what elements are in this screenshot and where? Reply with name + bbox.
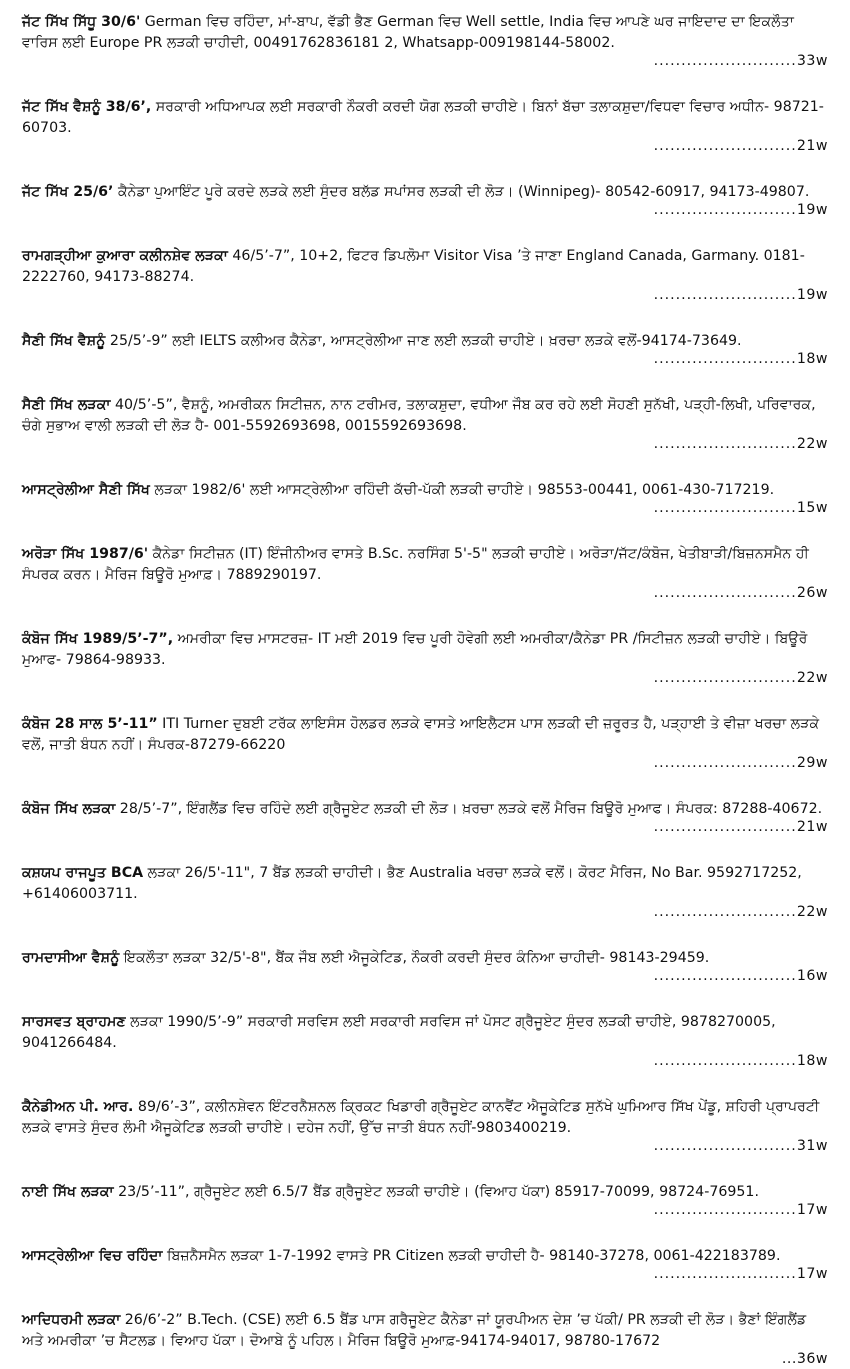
word-count	[22, 1350, 828, 1369]
ad-entry	[22, 1310, 828, 1369]
ad-text	[22, 97, 828, 139]
word-count-value: 22w	[796, 436, 828, 452]
word-count: ..........................21w	[653, 138, 828, 154]
ad-heading: ਜੱਟ ਸਿੱਖ ਵੈਸ਼ਨੂੰ 38/6’,	[22, 99, 152, 115]
ad-text	[22, 182, 828, 203]
word-count-value: 16w	[796, 968, 828, 984]
word-count-value: 19w	[796, 202, 828, 218]
word-count-value: 26w	[796, 585, 828, 601]
ad-text	[22, 1012, 828, 1054]
ad-body: 28/5’-7”, ਇੰਗਲੈਂਡ ਵਿਚ ਰਹਿੰਦੇ ਲਈ ਗ੍ਰੈਜੂਏਟ ਲੜਕੀ ਦੀ ਲੋੜ। ਖ਼ਰਚਾ ਲੜਕੇ ਵਲੋਂ ਮੈਰਿਜ ਬਿਊਰੋ ਮੁਆਫ। ਸੰਪਰਕ: 87288-40672.	[115, 801, 823, 817]
ad-text	[22, 629, 828, 671]
ad-text	[22, 12, 828, 54]
word-count: ..........................15w	[653, 500, 828, 516]
ad-body: ਲੜਕਾ 1990/5’-9” ਸਰਕਾਰੀ ਸਰਵਿਸ ਲਈ ਸਰਕਾਰੀ ਸਰਵਿਸ ਜਾਂ ਪੋਸਟ ਗ੍ਰੈਜੂਏਟ ਸੁੰਦਰ ਲੜਕੀ ਚਾਹੀਏ, 9878270005, 9041266484.	[22, 1014, 776, 1051]
ad-entry	[22, 1182, 828, 1220]
ad-body: German ਵਿਚ ਰਹਿੰਦਾ, ਮਾਂ-ਬਾਪ, ਵੱਡੀ ਭੈਣ German ਵਿਚ Well settle, India ਵਿਚ ਆਪਣੇ ਘਰ ਜਾਇਦਾਦ ਦਾ ਇਕਲੌਤਾ ਵਾਰਿਸ ਲਈ Europe PR ਲੜਕੀ ਚਾਹੀਦੀ, 00491762836181 2, Whatsapp-009198144-58002.	[22, 14, 794, 51]
ad-entry	[22, 948, 828, 986]
word-count-value: 21w	[796, 138, 828, 154]
ad-text	[22, 799, 828, 820]
ad-text	[22, 863, 828, 905]
ad-entry	[22, 246, 828, 305]
word-count: ..........................18w	[653, 1053, 828, 1069]
word-count-value: 17w	[796, 1202, 828, 1218]
ad-heading: ਕੰਬੋਜ ਸਿੱਖ ਲੜਕਾ	[22, 801, 116, 817]
ad-text	[22, 544, 828, 586]
word-count: ..........................22w	[653, 670, 828, 686]
ad-text	[22, 1246, 828, 1267]
ad-body: 23/5’-11”, ਗ੍ਰੈਜੂਏਟ ਲਈ 6.5/7 ਬੈਂਡ ਗ੍ਰੈਜੂਏਟ ਲੜਕੀ ਚਾਹੀਏ। (ਵਿਆਹ ਪੱਕਾ) 85917-70099, 98724-76951.	[113, 1184, 759, 1200]
ad-body: ਅਮਰੀਕਾ ਵਿਚ ਮਾਸਟਰਜ਼- IT ਮਈ 2019 ਵਿਚ ਪੂਰੀ ਹੋਵੇਗੀ ਲਈ ਅਮਰੀਕਾ/ਕੈਨੇਡਾ PR /ਸਿਟੀਜ਼ਨ ਲੜਕੀ ਚਾਹੀਏ। ਬਿਊਰੋ ਮੁਆਫ- 79864-98933.	[22, 631, 808, 668]
word-count-value: 15w	[796, 500, 828, 516]
ad-heading: ਆਸਟ੍ਰੇਲੀਆ ਵਿਚ ਰਹਿੰਦਾ	[22, 1248, 163, 1264]
word-count-value: 33w	[796, 53, 828, 69]
ad-body: ਬਿਜ਼ਨੈਸਮੈਨ ਲੜਕਾ 1-7-1992 ਵਾਸਤੇ PR Citizen ਲੜਕੀ ਚਾਹੀਦੀ ਹੈ- 98140-37278, 0061-422183789.	[162, 1248, 781, 1264]
word-count: ..........................29w	[653, 755, 828, 771]
ad-body: 25/5’-9” ਲਈ IELTS ਕਲੀਅਰ ਕੈਨੇਡਾ, ਆਸਟ੍ਰੇਲੀਆ ਜਾਣ ਲਈ ਲੜਕੀ ਚਾਹੀਏ। ਖ਼ਰਚਾ ਲੜਕੇ ਵਲੋਂ-94174-73649.	[105, 333, 742, 349]
ad-entry	[22, 799, 828, 837]
ad-heading: ਕੰਬੋਜ ਸਿੱਖ 1989/5’-7”,	[22, 631, 174, 647]
ad-text	[22, 948, 828, 969]
word-count-value: 22w	[796, 904, 828, 920]
ads-list	[22, 12, 828, 1369]
ad-entry	[22, 182, 828, 220]
word-count: ..........................17w	[653, 1266, 828, 1282]
ad-entry	[22, 97, 828, 156]
ad-text	[22, 395, 828, 437]
ad-body: 40/5’-5”, ਵੈਸ਼ਨੂੰ, ਅਮਰੀਕਨ ਸਿਟੀਜ਼ਨ, ਨਾਨ ਟਰੀਮਰ, ਤਲਾਕਸ਼ੁਦਾ, ਵਧੀਆ ਜੌਬ ਕਰ ਰਹੇ ਲਈ ਸੋਹਣੀ ਸੁਨੱਖੀ, ਪੜ੍ਹੀ-ਲਿਖੀ, ਪਰਿਵਾਰਕ, ਚੰਗੇ ਸੁਭਾਅ ਵਾਲੀ ਲੜਕੀ ਦੀ ਲੋੜ ਹੈ- 001-5592693698, 0015592693698.	[22, 397, 816, 434]
word-count-value: 29w	[796, 755, 828, 771]
word-count-value: ...36w	[781, 1351, 828, 1367]
word-count: ..........................31w	[653, 1138, 828, 1154]
ad-text	[22, 480, 828, 501]
ad-body: ITI Turner ਦੁਬਈ ਟਰੱਕ ਲਾਇਸੰਸ ਹੋਲਡਰ ਲੜਕੇ ਵਾਸਤੇ ਆਇਲੈਟਸ ਪਾਸ ਲੜਕੀ ਦੀ ਜ਼ਰੂਰਤ ਹੈ, ਪੜ੍ਹਾਈ ਤੇ ਵੀਜ਼ਾ ਖਰਚਾ ਲੜਕੇ ਵਲੋਂ, ਜਾਤੀ ਬੰਧਨ ਨਹੀਂ। ਸੰਪਰਕ-87279-66220	[22, 716, 820, 753]
word-count: ..........................33w	[653, 53, 828, 69]
ad-entry	[22, 480, 828, 518]
word-count: ..........................21w	[653, 819, 828, 835]
word-count-value: 31w	[796, 1138, 828, 1154]
ad-heading: ਆਦਿਧਰਮੀ ਲੜਕਾ	[22, 1312, 121, 1328]
ad-body: 26/6’-2” B.Tech. (CSE) ਲਈ 6.5 ਬੈਂਡ ਪਾਸ ਗਰੈਜੂਏਟ ਕੈਨੇਡਾ ਜਾਂ ਯੂਰਪੀਅਨ ਦੇਸ਼ ’ਚ ਪੱਕੀ/ PR ਲੜਕੀ ਦੀ ਲੋੜ। ਭੈਣਾਂ ਇੰਗਲੈਂਡ ਅਤੇ ਅਮਰੀਕਾ ’ਚ ਸੈਟਲਡ। ਵਿਆਹ ਪੱਕਾ। ਦੋਆਬੇ ਨੂੰ ਪਹਿਲ। ਮੈਰਿਜ ਬਿਊਰੋ ਮੁਆਫ਼-94174-94017, 98780-17672	[22, 1312, 807, 1349]
ad-entry	[22, 863, 828, 922]
word-count: ..........................26w	[653, 585, 828, 601]
ad-heading: ਜੱਟ ਸਿੱਖ ਸਿੱਧੂ 30/6'	[22, 14, 141, 30]
ad-text	[22, 246, 828, 288]
ad-heading: ਰਾਮਗੜ੍ਹੀਆ ਕੁਆਰਾ ਕਲੀਨਸ਼ੇਵ ਲੜਕਾ	[22, 248, 228, 264]
ad-heading: ਰਾਮਦਾਸੀਆ ਵੈਸ਼ਨੂੰ	[22, 950, 120, 966]
ad-entry	[22, 331, 828, 369]
ad-entry	[22, 395, 828, 454]
word-count: ..........................17w	[653, 1202, 828, 1218]
ad-text	[22, 1097, 828, 1139]
ad-text	[22, 1182, 828, 1203]
word-count: ..........................19w	[653, 202, 828, 218]
ad-entry	[22, 544, 828, 603]
word-count-value: 22w	[796, 670, 828, 686]
word-count: ..........................18w	[653, 351, 828, 367]
ad-entry	[22, 629, 828, 688]
ad-heading: ਜੱਟ ਸਿੱਖ 25/6’	[22, 184, 114, 200]
ad-text	[22, 1310, 828, 1352]
word-count-value: 18w	[796, 351, 828, 367]
ad-heading: ਸਾਰਸਵਤ ਬ੍ਰਾਹਮਣ	[22, 1014, 126, 1030]
ad-heading: ਕੰਬੋਜ 28 ਸਾਲ 5’-11”	[22, 716, 158, 732]
ad-heading: ਕਸ਼ਯਪ ਰਾਜਪੂਤ BCA	[22, 865, 144, 881]
ad-heading: ਨਾਈ ਸਿੱਖ ਲੜਕਾ	[22, 1184, 114, 1200]
ad-body: ਲੜਕਾ 26/5'-11", 7 ਬੈਂਡ ਲੜਕੀ ਚਾਹੀਦੀ। ਭੈਣ Australia ਖਰਚਾ ਲੜਕੇ ਵਲੋਂ। ਕੋਰਟ ਮੈਰਿਜ, No Bar. 9592717252, +61406003711.	[22, 865, 802, 902]
ad-body: ਲੜਕਾ 1982/6' ਲਈ ਆਸਟ੍ਰੇਲੀਆ ਰਹਿੰਦੀ ਕੱਚੀ-ਪੱਕੀ ਲੜਕੀ ਚਾਹੀਏ। 98553-00441, 0061-430-717219.	[149, 482, 775, 498]
ad-body: 89/6’-3”, ਕਲੀਨਸ਼ੇਵਨ ਇੰਟਰਨੈਸ਼ਨਲ ਕ੍ਰਿਕਟ ਖਿਡਾਰੀ ਗ੍ਰੈਜੂਏਟ ਕਾਨਵੈਂਟ ਐਜੂਕੇਟਿਡ ਸੁਨੱਖੇ ਘੁਮਿਆਰ ਸਿੱਖ ਪੇਂਡੂ, ਸ਼ਹਿਰੀ ਪ੍ਰਾਪਰਟੀ ਲੜਕੇ ਵਾਸਤੇ ਸੁੰਦਰ ਲੰਮੀ ਐਜੂਕੇਟਿਡ ਲੜਕੀ ਚਾਹੀਏ। ਦਹੇਜ ਨਹੀਂ, ਉੱਚ ਜਾਤੀ ਬੰਧਨ ਨਹੀਂ-9803400219.	[22, 1099, 820, 1136]
ad-body: ਕੈਨੇਡਾ ਪੁਆਇੰਟ ਪੂਰੇ ਕਰਦੇ ਲੜਕੇ ਲਈ ਸੁੰਦਰ ਬਲੱਡ ਸਪਾਂਸਰ ਲੜਕੀ ਦੀ ਲੋੜ। (Winnipeg)- 80542-60917, 94173-49807.	[113, 184, 810, 200]
ad-heading: ਸੈਣੀ ਸਿੱਖ ਵੈਸ਼ਨੂੰ	[22, 333, 106, 349]
ad-body: ਇਕਲੌਤਾ ਲੜਕਾ 32/5'-8", ਬੈਂਕ ਜੌਬ ਲਈ ਐਜੂਕੇਟਿਡ, ਨੌਕਰੀ ਕਰਦੀ ਸੁੰਦਰ ਕੰਨਿਆ ਚਾਹੀਦੀ- 98143-29459.	[119, 950, 710, 966]
word-count: ..........................22w	[653, 904, 828, 920]
ad-text	[22, 331, 828, 352]
ad-heading: ਸੈਣੀ ਸਿੱਖ ਲੜਕਾ	[22, 397, 111, 413]
ad-body: ਕੈਨੇਡਾ ਸਿਟੀਜ਼ਨ (IT) ਇੰਜੀਨੀਅਰ ਵਾਸਤੇ B.Sc. ਨਰਸਿੰਗ 5'-5" ਲੜਕੀ ਚਾਹੀਏ। ਅਰੋੜਾ/ਜੱਟ/ਕੰਬੋਜ, ਖੇਤੀਬਾੜੀ/ਬਿਜ਼ਨਸਮੈਨ ਹੀ ਸੰਪਰਕ ਕਰਨ। ਮੈਰਿਜ ਬਿਊਰੋ ਮੁਆਫ਼। 7889290197.	[22, 546, 809, 583]
word-count: ..........................19w	[653, 287, 828, 303]
ad-heading: ਆਸਟ੍ਰੇਲੀਆ ਸੈਣੀ ਸਿੱਖ	[22, 482, 150, 498]
ad-entry	[22, 1097, 828, 1156]
ad-entry	[22, 1012, 828, 1071]
word-count: ..........................22w	[653, 436, 828, 452]
ad-body: ਸਰਕਾਰੀ ਅਧਿਆਪਕ ਲਈ ਸਰਕਾਰੀ ਨੌਕਰੀ ਕਰਦੀ ਯੋਗ ਲੜਕੀ ਚਾਹੀਏ। ਬਿਨਾਂ ਬੱਚਾ ਤਲਾਕਸ਼ੁਦਾ/ਵਿਧਵਾ ਵਿਚਾਰ ਅਧੀਨ- 98721-60703.	[22, 99, 824, 136]
word-count-value: 18w	[796, 1053, 828, 1069]
ad-heading: ਅਰੋੜਾ ਸਿੱਖ 1987/6'	[22, 546, 149, 562]
ad-entry	[22, 714, 828, 773]
ad-text	[22, 714, 828, 756]
word-count-value: 17w	[796, 1266, 828, 1282]
word-count: ..........................16w	[653, 968, 828, 984]
word-count-value: 21w	[796, 819, 828, 835]
word-count-value: 19w	[796, 287, 828, 303]
ad-body: 46/5’-7”, 10+2, ਫਿਟਰ ਡਿਪਲੋਮਾ Visitor Visa ’ਤੇ ਜਾਣਾ England Canada, Garmany. 0181-2222760, 94173-88274.	[22, 248, 805, 285]
ad-heading: ਕੈਨੇਡੀਅਨ ਪੀ. ਆਰ.	[22, 1099, 134, 1115]
ad-entry	[22, 1246, 828, 1284]
ad-entry	[22, 12, 828, 71]
